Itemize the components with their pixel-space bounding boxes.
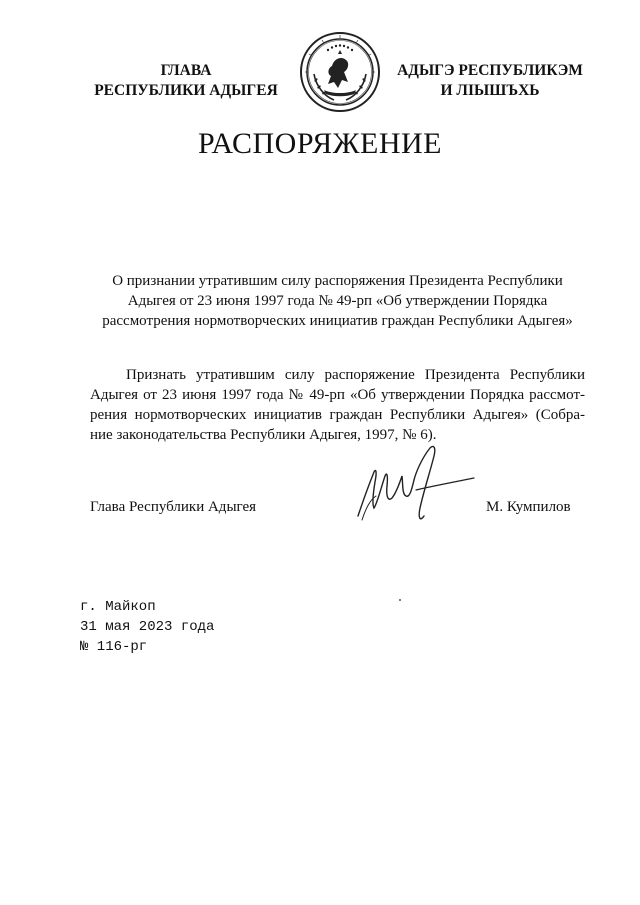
- handwritten-signature-icon: [350, 438, 480, 530]
- header-left: [88, 61, 284, 101]
- document-type-title: РАСПОРЯЖЕНИЕ: [197, 127, 443, 160]
- adygea-coat-of-arms-icon: [298, 30, 382, 114]
- header-right-line-1: АДЫГЭ РЕСПУБЛИКЭМ: [397, 62, 583, 79]
- header-left-line-1: ГЛАВА: [160, 62, 212, 79]
- body-line-2: Адыгея от 23 июня 1997 года № 49-рп «Об утверждении Порядка рассмот-: [90, 387, 585, 403]
- subject-line-1: О признании утратившим силу распоряжения Президента Республики: [112, 273, 563, 289]
- signatory-name: М. Кумпилов: [486, 499, 571, 515]
- signatory-position: Глава Республики Адыгея: [90, 499, 257, 515]
- document-requisites: [80, 597, 214, 657]
- body-line-1: Признать утратившим силу распоряжение Президента Республики: [126, 367, 585, 383]
- body-line-3: рения нормотворческих инициатив граждан Республики Адыгея» (Собра-: [90, 407, 585, 423]
- scan-speck: [399, 599, 401, 601]
- body-line-4: ние законодательства Республики Адыгея, 1997, № 6).: [90, 427, 437, 443]
- document-subject: [90, 271, 585, 331]
- header-left-line-2: РЕСПУБЛИКИ АДЫГЕЯ: [94, 82, 278, 99]
- document-date: 31 мая 2023 года: [80, 619, 215, 635]
- header-right-line-2: И ЛІЫШЪХЬ: [440, 82, 540, 99]
- subject-line-2: Адыгея от 23 июня 1997 года № 49-рп «Об утверждении Порядка: [127, 293, 548, 309]
- header-right: [392, 61, 588, 101]
- document-number: № 116-рг: [80, 639, 148, 655]
- document-place: г. Майкоп: [80, 599, 156, 615]
- subject-line-3: рассмотрения нормотворческих инициатив граждан Республики Адыгея»: [102, 313, 573, 329]
- document-body: [90, 365, 585, 445]
